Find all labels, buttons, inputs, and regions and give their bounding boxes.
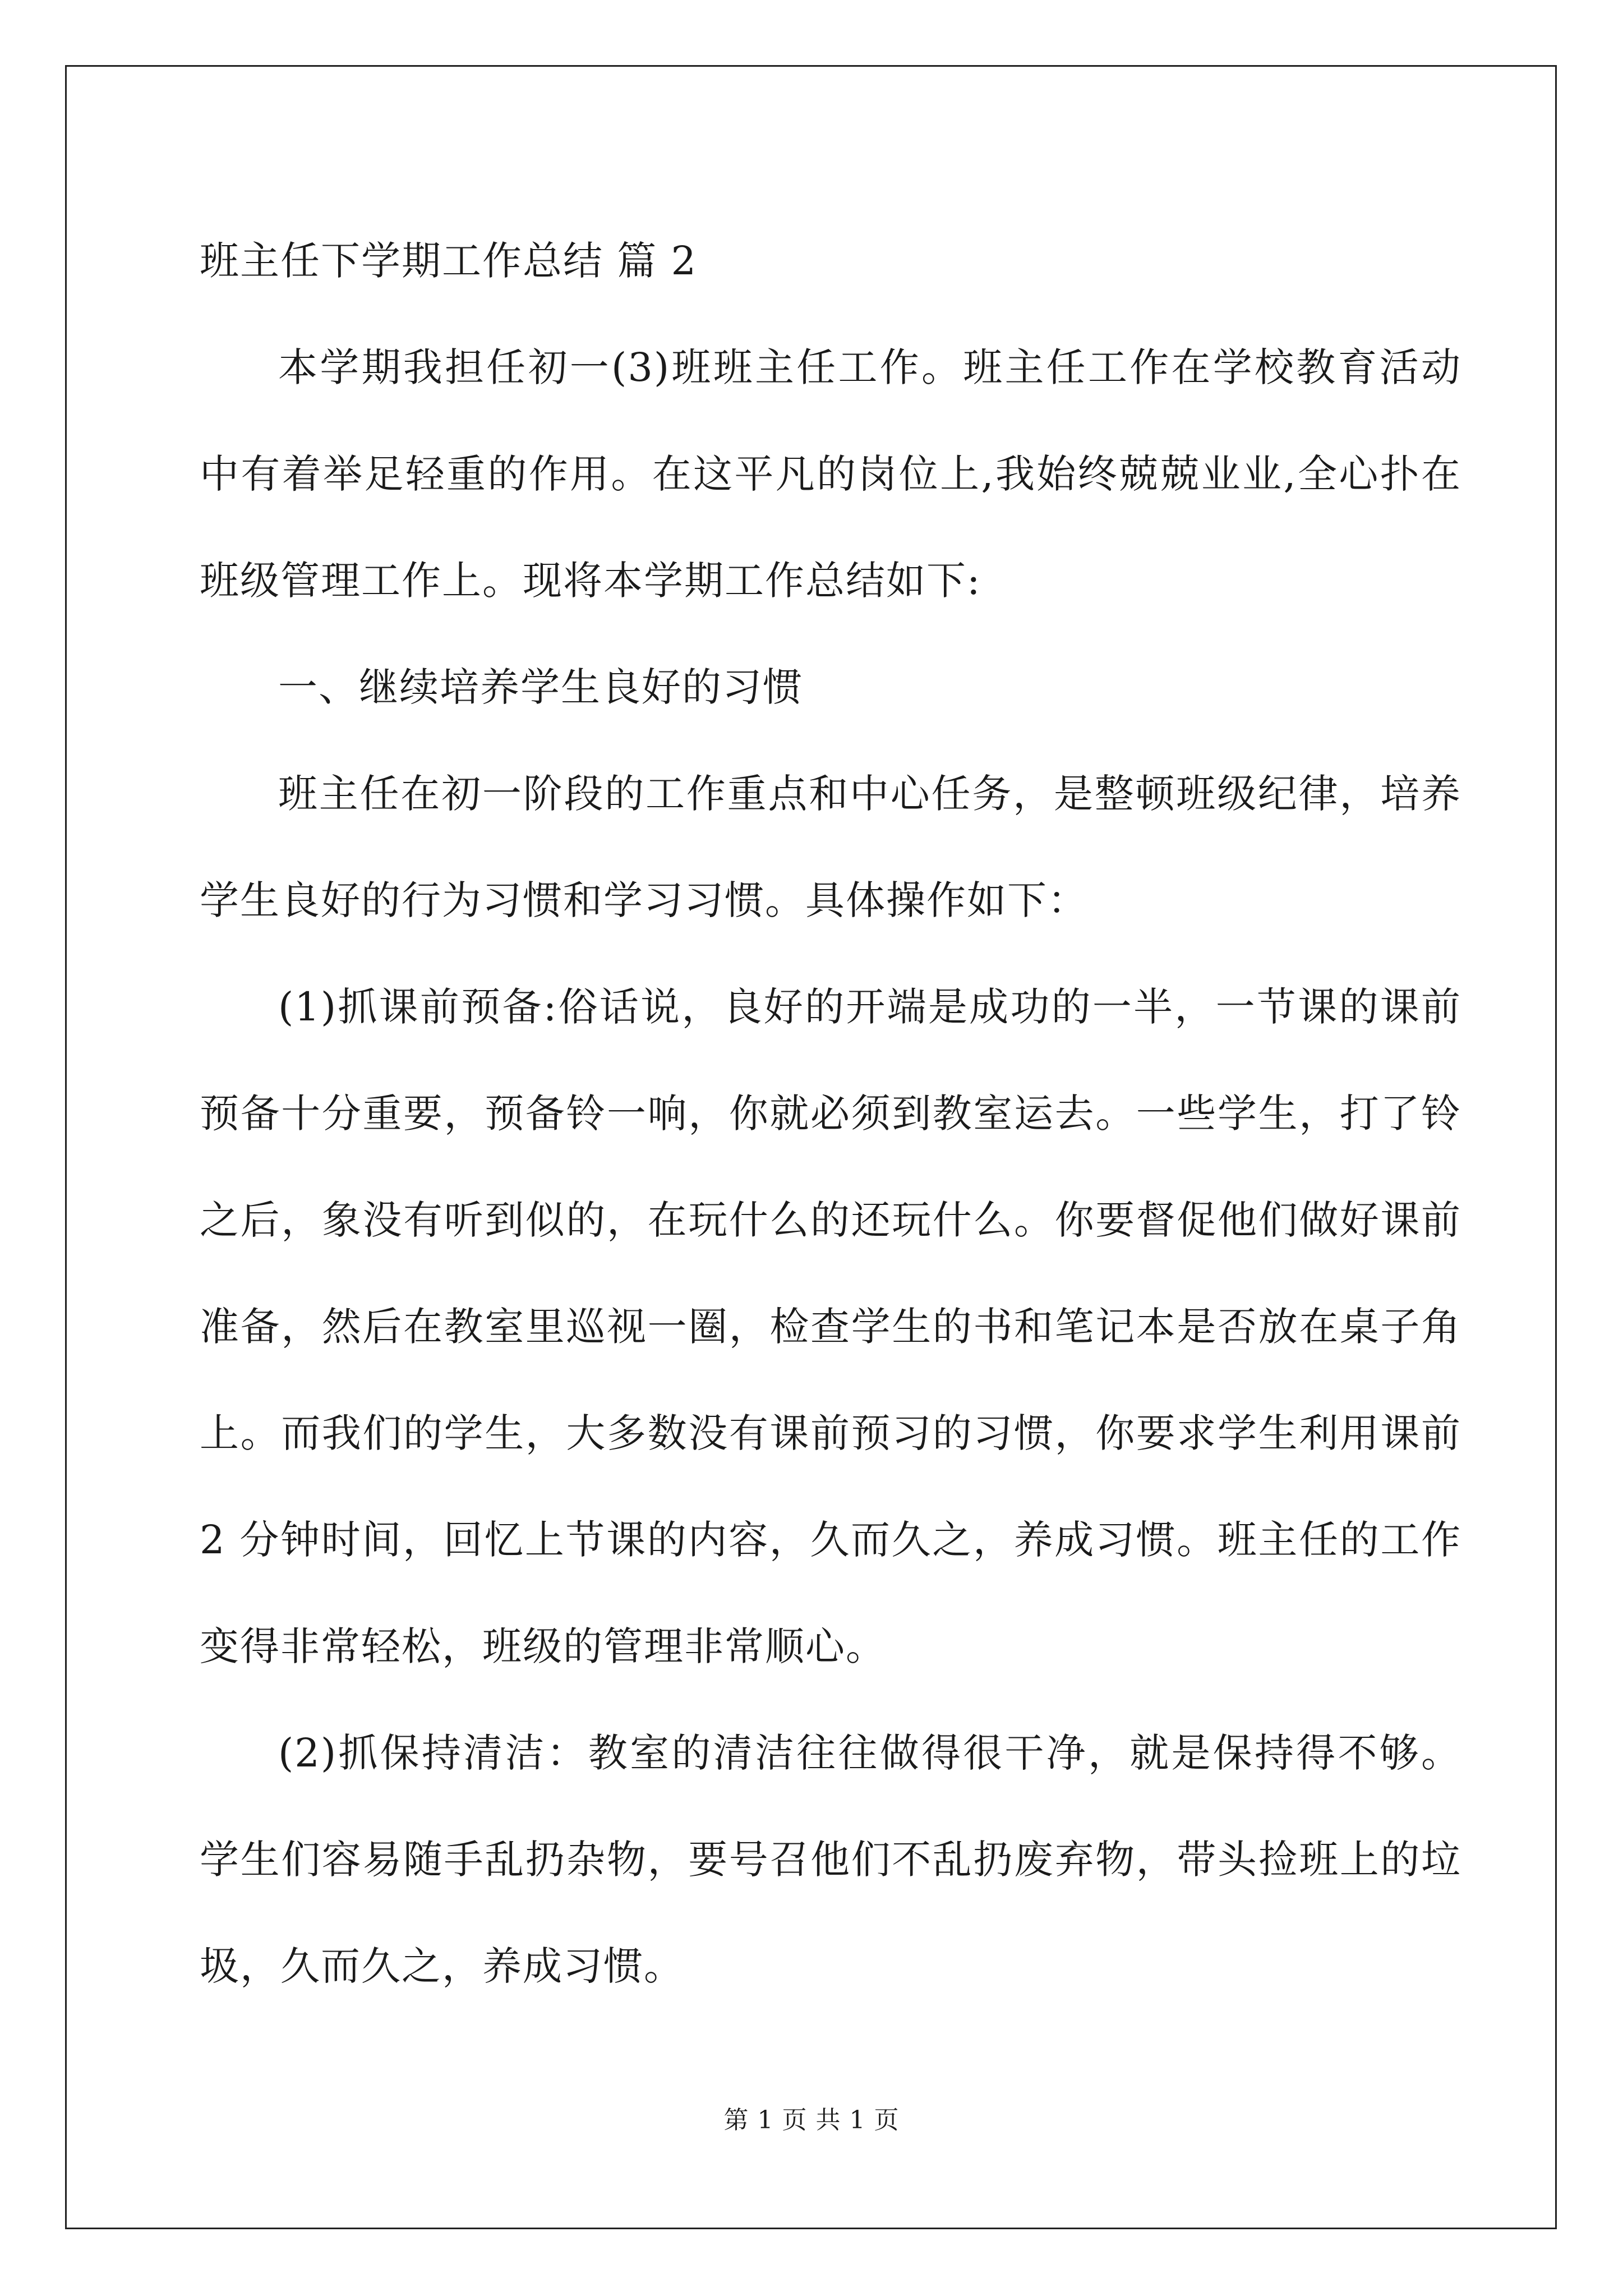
document-body <box>200 208 1461 2019</box>
page-footer: 第 1 页 共 1 页 <box>723 2106 900 2134</box>
paragraph-intro: 本学期我担任初一(3)班班主任工作。班主任工作在学校教育活动中有着举足轻重的作用。在这平凡的岗位上,我始终兢兢业业,全心扑在班级管理工作上。现将本学期工作总结如下: <box>200 344 1461 604</box>
section-heading-habits: 一、继续培养学生良好的习惯 <box>278 664 803 710</box>
paragraph-class-preparation: (1)抓课前预备:俗话说，良好的开端是成功的一半，一节课的课前预备十分重要，预备铃一响，你就必须到教室运去。一些学生，打了铃之后，象没有听到似的，在玩什么的还玩什么。你要督促他们做好课前准备，然后在教室里巡视一圈，检查学生的书和笔记本是否放在桌子角上。而我们的学生，大多数没有课前预习的习惯，你要求学生利用课前 2 分钟时间，回忆上节课的内容，久而久之，养成习惯。班主任的工作变得非常轻松，班级的管理非常顺心。 <box>200 984 1461 1669</box>
paragraph-cleanliness: (2)抓保持清洁：教室的清洁往往做得很干净，就是保持得不够。学生们容易随手乱扔杂物，要号召他们不乱扔废弃物，带头捡班上的垃圾，久而久之，养成习惯。 <box>200 1730 1461 1989</box>
document-title: 班主任下学期工作总结 篇 2 <box>200 238 698 284</box>
paragraph-focus: 班主任在初一阶段的工作重点和中心任务，是整顿班级纪律，培养学生良好的行为习惯和学习习惯。具体操作如下： <box>200 771 1461 923</box>
